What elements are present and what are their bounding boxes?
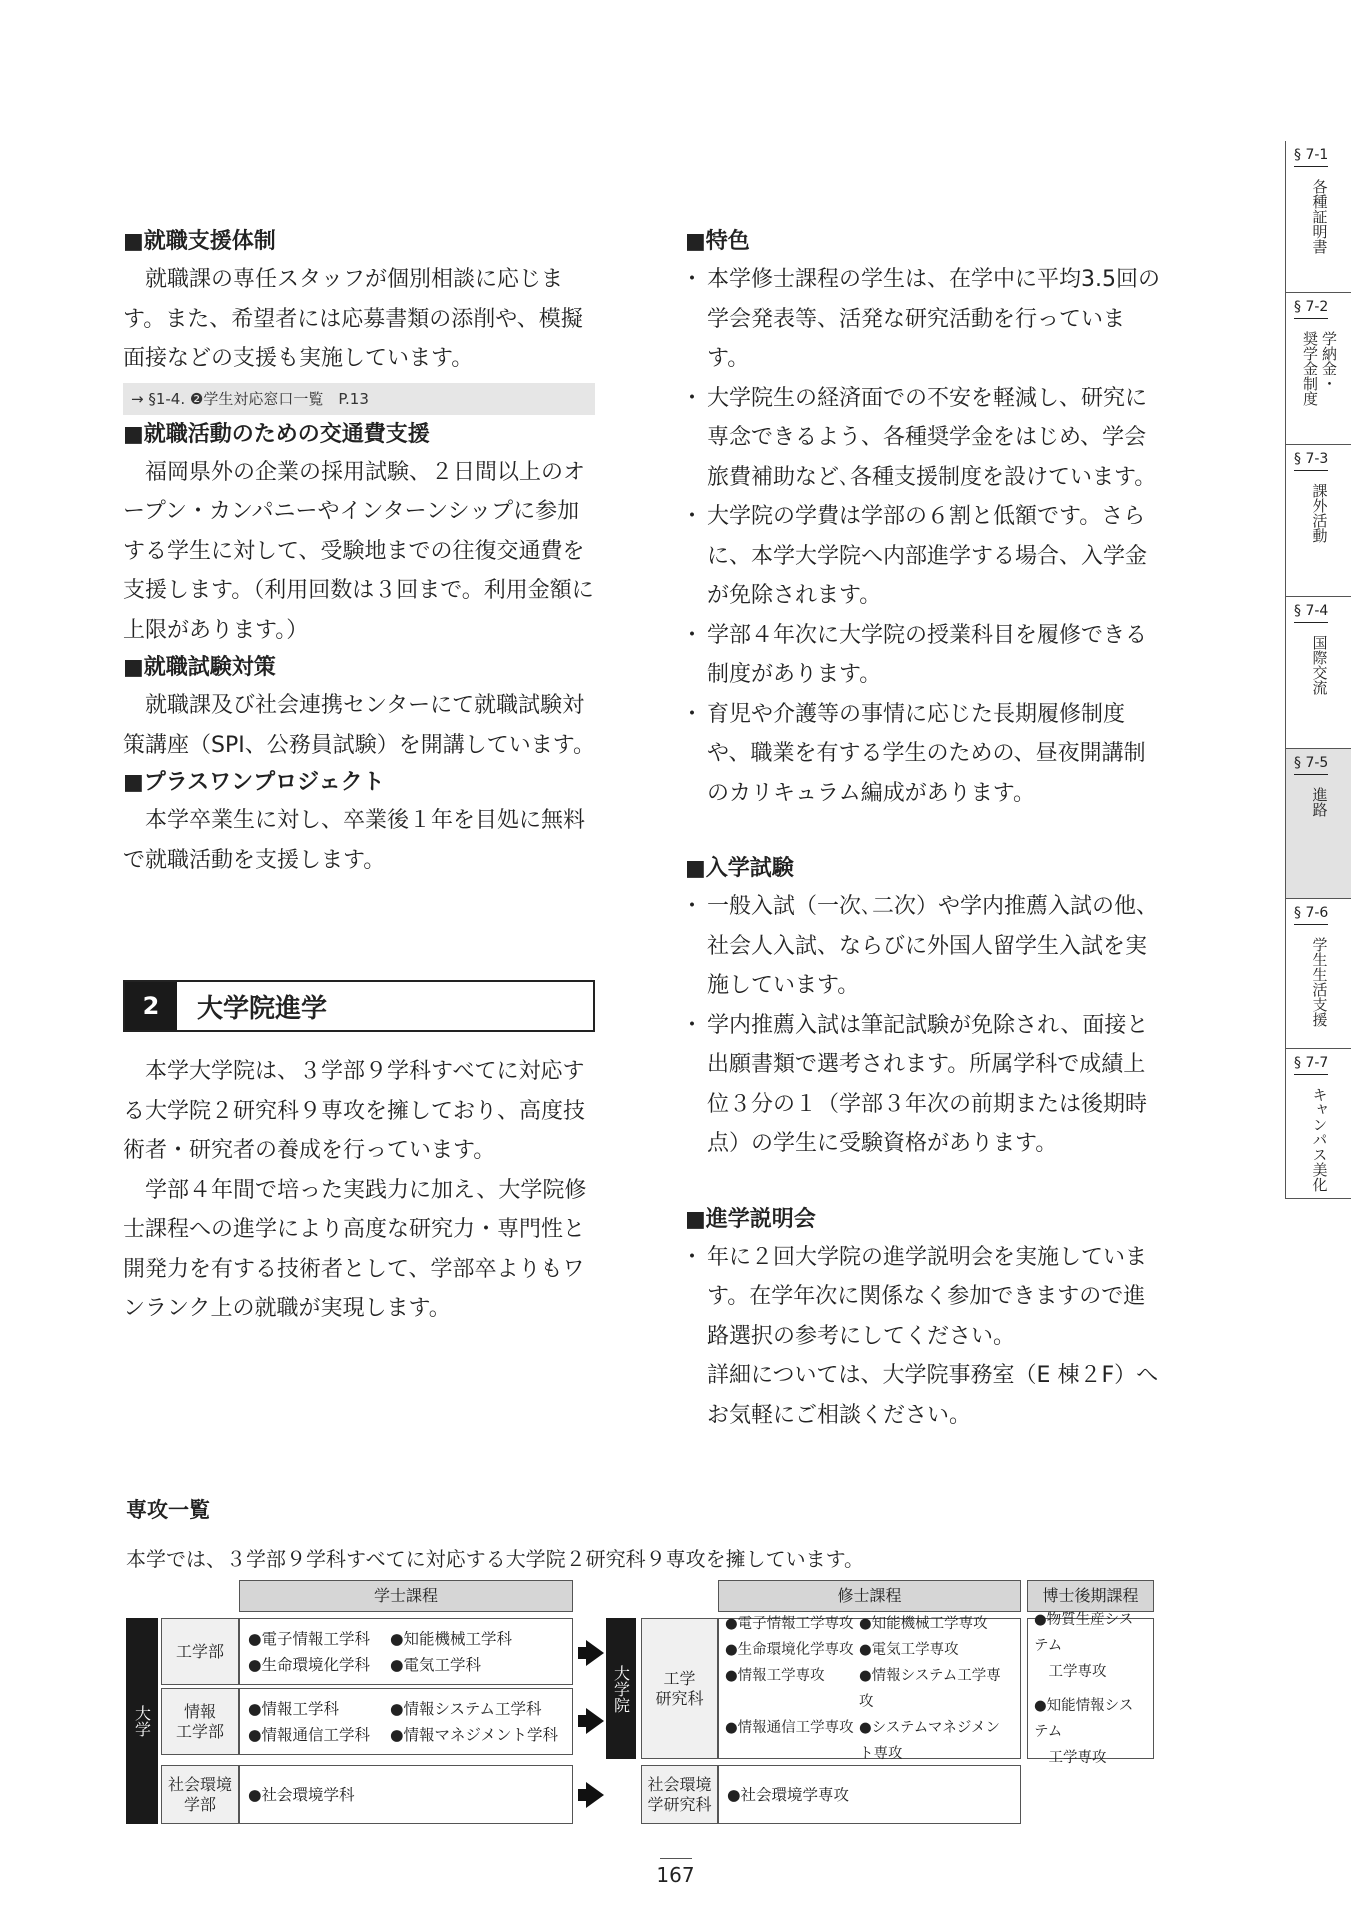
header-bachelor: 学士課程 xyxy=(239,1580,573,1612)
paragraph-job-support: 就職課の専任スタッフが個別相談に応じます。また、希望者には応募書類の添削や、模擬面接などの支援も実施しています。 xyxy=(123,267,583,371)
list-item: ●社会環境学専攻 xyxy=(727,1785,850,1804)
tab-7-7[interactable] xyxy=(1285,1049,1351,1199)
paragraph-transport-support: 福岡県外の企業の採用試験、２日間以上のオープン・カンパニーやインターンシップに参加する学生に対して、受験地までの往復交通費を支援します。（利用回数は３回まで。利用金額に上限があります。） xyxy=(123,459,594,643)
list-item: ●電子情報工学科 xyxy=(248,1629,371,1648)
list-item: ●情報工学科 xyxy=(248,1699,340,1718)
page-number: 167 xyxy=(656,1863,695,1887)
tab-7-5[interactable] xyxy=(1285,749,1351,899)
feature-item: ・ 大学院の学費は学部の６割と低額です。さらに、本学大学院へ内部進学する場合、入学金が免除されます。 xyxy=(685,497,1161,616)
tab-section-number: § 7-3 xyxy=(1294,451,1328,471)
heading-entrance-exam: ■入学試験 xyxy=(685,856,794,881)
faculty-social-env-depts xyxy=(239,1765,573,1824)
label-graduate-school: 大学院 xyxy=(606,1618,636,1759)
gs-engineering: 工学 研究科 xyxy=(641,1618,718,1759)
list-item: ●社会環境学科 xyxy=(248,1785,355,1804)
heading-features: ■特色 xyxy=(685,229,750,254)
label-university: 大学 xyxy=(126,1618,158,1824)
tab-section-number: § 7-7 xyxy=(1294,1055,1328,1075)
feature-item: ・ 大学院生の経済面での不安を軽減し、研究に専念できるよう、各種奨学金をはじめ、学会旅費補助など､各種支援制度を設けています。 xyxy=(685,379,1161,498)
feature-item: ・ 育児や介護等の事情に応じた長期履修制度や、職業を有する学生のための、昼夜開講制のカリキュラム編成があります。 xyxy=(685,695,1161,814)
list-item: ●知能機械工学科 xyxy=(390,1629,513,1648)
tab-section-number: § 7-1 xyxy=(1294,147,1328,167)
left-column xyxy=(123,224,595,880)
gs-social-env-majors xyxy=(718,1765,1021,1824)
tab-label: 各種証明書 xyxy=(1310,179,1329,254)
list-item: ●システムマネジメント専攻 xyxy=(859,1719,1000,1762)
heading-info-session: ■進学説明会 xyxy=(685,1206,816,1232)
tab-label: 奨学金制度 xyxy=(1301,331,1319,406)
section-title: 大学院進学 xyxy=(197,993,328,1024)
right-column xyxy=(685,224,1161,1435)
list-item: ●物質生産システム 工学専攻 xyxy=(1034,1611,1134,1680)
reference-link[interactable]: → §1-4. ❷学生対応窓口一覧 P.13 xyxy=(123,383,595,415)
exam-item: ・ 一般入試（一次､二次）や学内推薦入試の他、社会人入試、ならびに外国人留学生入試を実施しています。 xyxy=(685,887,1161,1006)
list-item: ●情報マネジメント学科 xyxy=(390,1725,559,1744)
graduate-intro xyxy=(123,1052,595,1329)
list-item: ●情報工学専攻 xyxy=(725,1667,825,1684)
info-session-contact: 詳細については、大学院事務室（E 棟２F）へお気軽にご相談ください。 xyxy=(707,1363,1159,1428)
section-header-graduate xyxy=(123,980,595,1032)
gs-engineering-majors xyxy=(718,1615,1021,1762)
tab-section-number: § 7-4 xyxy=(1294,603,1328,623)
heading-exam-prep: ■就職試験対策 xyxy=(123,655,276,680)
tab-7-2[interactable] xyxy=(1285,293,1351,445)
info-session-item: ・ 年に２回大学院の進学説明会を実施しています。在学年次に関係なく参加できますので進路選択の参考にしてください。 xyxy=(685,1238,1161,1357)
exam-item: ・ 学内推薦入試は筆記試験が免除され、面接と出願書類で選考されます。所属学科で成績上位３分の１（学部３年次の前期または後期時点）の学生に受験資格があります。 xyxy=(685,1006,1161,1164)
list-item: ●情報通信工学科 xyxy=(248,1725,371,1744)
list-item: ●情報通信工学専攻 xyxy=(725,1719,854,1736)
section-number: 2 xyxy=(125,982,177,1030)
arrow-icon xyxy=(578,1708,604,1734)
table-description: 本学では、３学部９学科すべてに対応する大学院２研究科９専攻を擁しています。 xyxy=(126,1547,864,1571)
section-tabs xyxy=(1285,141,1351,1199)
faculty-engineering-depts xyxy=(239,1618,573,1685)
list-item: ●知能情報システム 工学専攻 xyxy=(1034,1697,1134,1766)
faculty-engineering: 工学部 xyxy=(161,1618,239,1685)
tab-label: 国際交流 xyxy=(1310,635,1329,695)
list-item: ●電気工学専攻 xyxy=(859,1641,959,1658)
faculty-social-env: 社会環境 学部 xyxy=(161,1765,239,1824)
paragraph-graduate-2: 学部４年間で培った実践力に加え、大学院修士課程への進学により高度な研究力・専門性と開発力を有する技術者として、学部卒よりもワンランク上の就職が実現します。 xyxy=(123,1177,587,1321)
arrow-icon xyxy=(578,1782,604,1808)
heading-plus-one: ■プラスワンプロジェクト xyxy=(123,770,385,795)
tab-7-6[interactable] xyxy=(1285,899,1351,1049)
doctor-majors xyxy=(1027,1611,1154,1766)
table-title: 専攻一覧 xyxy=(126,1498,210,1522)
arrow-icon xyxy=(578,1640,604,1666)
paragraph-graduate-1: 本学大学院は、３学部９学科すべてに対応する大学院２研究科９専攻を擁しており、高度技術者・研究者の養成を行っています。 xyxy=(123,1059,586,1163)
tab-label: 進路 xyxy=(1310,787,1329,817)
tab-section-number: § 7-6 xyxy=(1294,905,1328,925)
header-doctor: 博士後期課程 xyxy=(1027,1580,1154,1612)
paragraph-exam-prep: 就職課及び社会連携センターにて就職試験対策講座（SPI、公務員試験）を開講しています。 xyxy=(123,693,595,758)
tab-7-1[interactable] xyxy=(1285,141,1351,293)
header-master: 修士課程 xyxy=(718,1580,1021,1612)
list-item: ●電子情報工学専攻 xyxy=(725,1615,854,1632)
tab-section-number: § 7-5 xyxy=(1294,755,1328,775)
tab-section-number: § 7-2 xyxy=(1294,299,1328,319)
gs-social-env: 社会環境 学研究科 xyxy=(641,1765,718,1824)
tab-7-4[interactable] xyxy=(1285,597,1351,749)
heading-transport-support: ■就職活動のための交通費支援 xyxy=(123,421,430,447)
faculty-informatics: 情報 工学部 xyxy=(161,1688,239,1755)
page-number-rule xyxy=(660,1858,692,1859)
paragraph-plus-one: 本学卒業生に対し、卒業後１年を目処に無料で就職活動を支援します。 xyxy=(123,808,586,873)
tab-label: 学生生活支援 xyxy=(1310,937,1329,1027)
list-item: ●知能機械工学専攻 xyxy=(859,1615,988,1632)
tab-7-3[interactable] xyxy=(1285,445,1351,597)
feature-item: ・ 学部４年次に大学院の授業科目を履修できる制度があります。 xyxy=(685,616,1161,695)
list-item: ●生命環境化学科 xyxy=(248,1655,371,1674)
list-item: ●電気工学科 xyxy=(390,1655,482,1674)
heading-job-support: ■就職支援体制 xyxy=(123,229,276,254)
feature-item: ・ 本学修士課程の学生は、在学中に平均3.5回の学会発表等、活発な研究活動を行っています。 xyxy=(685,260,1161,379)
tab-label: 学納金・ xyxy=(1320,331,1338,391)
list-item: ●生命環境化学専攻 xyxy=(725,1641,854,1658)
list-item: ●情報システム工学専攻 xyxy=(859,1667,1001,1710)
faculty-informatics-depts xyxy=(239,1688,573,1755)
tab-label: キャンパス美化 xyxy=(1310,1087,1329,1192)
tab-label: 課外活動 xyxy=(1310,483,1329,543)
list-item: ●情報システム工学科 xyxy=(390,1699,542,1718)
